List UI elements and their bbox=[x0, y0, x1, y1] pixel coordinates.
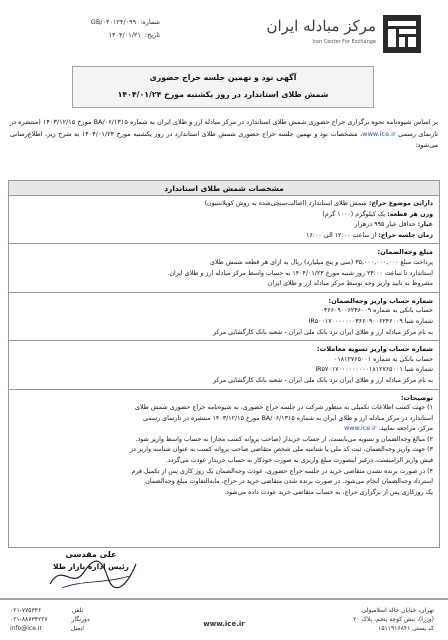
weight-value: یک کیلوگرم (۱۰۰۰ گرم) bbox=[322, 210, 386, 218]
settlement-account-section bbox=[9, 341, 439, 389]
letterhead bbox=[0, 0, 448, 62]
note-line: ۱) جهت کسب اطلاعات تکمیلی به منظور شرکت در جلسه حراج حضوری، به شیوه‌نامه حراج حضوری شمش طلای bbox=[135, 404, 433, 412]
letter-number-value: GB/۰۴۰۱۲۴/۰۹۹ bbox=[90, 18, 137, 26]
auction-time-label: زمان جلسه حراج: bbox=[378, 231, 433, 239]
address-line: تهران، خیابان خالد اسلامبولی bbox=[361, 607, 434, 614]
asset-value: شمش طلای استاندارد (اصالت‌سنجی‌شده به روش کوپلاسیون) bbox=[204, 200, 367, 207]
guarantee-account-section bbox=[9, 293, 439, 341]
notes-title: توضیحات: bbox=[400, 393, 433, 402]
announcement-title: آگهی نود و نهمین جلسه حراج حضوری bbox=[149, 73, 297, 82]
basic-specs-section bbox=[9, 196, 439, 244]
auction-time-row bbox=[15, 231, 433, 242]
note-line: استرداد وجه‌الضمان انجام می‌شود. در صورت برنده شدن متقاضی خرید در حراج، ما‌به‌التفاوت مبلغ وجه‌الضمان bbox=[145, 478, 433, 486]
auction-time-value: از ساعت ۱۲:۰۰ الی ۱۶:۰۰ bbox=[306, 231, 377, 239]
guarantee-line: استاندارد تا ساعت ۲۴:۰۰ روز شنبه مورخ ۱۴۰۴/۰۱/۲۳ به حساب واسط مرکز مبادله ارز و طلای ایران. bbox=[167, 269, 433, 277]
letter-number-row bbox=[10, 18, 160, 31]
intro-text-2: ، مشخصات نود و نهمین جلسه حراج حضوری شمش طلای استاندارد در روز یکشنبه مورخ ۱۴۰۴/۰۱/۲۴ به شرح زیر، اطلاع‌رسانی می‌شود: bbox=[10, 129, 438, 149]
handwritten-signature-icon bbox=[42, 554, 142, 594]
letter-date-row bbox=[10, 31, 160, 44]
logo-title: مرکز مبادله ایران bbox=[266, 17, 376, 35]
letter-date-label: تاریخ: bbox=[144, 31, 160, 39]
letter-number-label: شماره: bbox=[140, 18, 160, 26]
guarantee-account-line: به نام مرکز مبادله ارز و طلای ایران نزد بانک ملی ایران - شعبه بانک کارگشایی مرکز bbox=[212, 328, 433, 336]
notes-website-link[interactable]: www.ice.ir bbox=[344, 425, 377, 433]
announcement-subtitle: شمش طلای استاندارد در روز یکشنبه مورخ ۱۴۰۴/۰۱/۲۴ bbox=[117, 90, 329, 99]
note-line: فیش واریز الزامیست، درغیر اینصورت مبلغ واریزی به صورت خودکار به حساب خریدار عودت می‌گردد. bbox=[165, 457, 433, 465]
guarantee-line: مشروط به تایید واریز وجه توسط مرکز مبادله ارز و طلای ایران bbox=[267, 280, 433, 288]
ice-logo-icon bbox=[382, 14, 422, 54]
intro-text-1: بر اساس شیوه‌نامه نحوه برگزاری حراج حضوری شمش طلای استاندارد در مرکز مبادله ارز و طلای ایران به شماره ۰۶/۱۳۱۵/BA مورخ ۱۴۰۳/۱۲/۱۵ (منتشره در تارنمای رسمی bbox=[10, 118, 439, 138]
note-line: ۳) جهت واریز وجه‌الضمان، ثبت کد ملی یا شناسه ملی شخص متقاضی صاحب پروانه کسب به عنوان شناسه واریز در bbox=[130, 446, 433, 454]
guarantee-line: پرداخت مبلغ ۳۵,۰۰۰,۰۰۰,۰۰۰ (سی و پنج میلیارد) ریال به ازای هر قطعه شمش طلای bbox=[210, 258, 433, 266]
settlement-account-line: به نام مرکز مبادله ارز و طلای ایران نزد بانک ملی ایران - شعبه بانک کارگشایی مرکز bbox=[212, 376, 433, 384]
contact-row-fax bbox=[10, 615, 160, 624]
guarantee-account-line: حساب بانکی به شماره ۰۳۶۶۰۹۰۰۶۲۴۶۰۰۹ bbox=[320, 307, 433, 315]
signature-block bbox=[36, 548, 146, 600]
contact-key: تلفن bbox=[71, 607, 84, 614]
settlement-account-title: شماره حساب واریز تسویه معاملات: bbox=[317, 345, 433, 354]
intro-website-link[interactable]: www.ice.ir bbox=[362, 129, 396, 138]
signatory-name: علی مقدسی bbox=[65, 550, 117, 559]
announcement-title-box bbox=[72, 66, 374, 108]
guarantee-section bbox=[9, 244, 439, 292]
contact-value[interactable]: info@ice.ir bbox=[10, 625, 42, 632]
letter-date-value: ۱۴۰۴/۰۱/۲۱ bbox=[108, 31, 141, 39]
logo-subtitle: Iran Center For Exchange bbox=[312, 39, 376, 45]
note-line: یک روزکاری پس از برگزاری حراج، به حساب متقاضی خرید عودت داده می‌شود. bbox=[224, 488, 433, 496]
settlement-account-line: شماره شبا IR۵۷۰۱۷۰۰۰۰۰۰۰۰۰۱۸۱۲۷۶۵۰۰۱ bbox=[315, 366, 433, 374]
organization-logo bbox=[266, 14, 422, 54]
guarantee-account-line: شماره شبا IR۵۰۰۱۷۰۰۰۰۰۰۰۳۶۶۰۹۰۰۶۲۴۶۰۰۹ bbox=[308, 317, 433, 325]
purity-label: عیار: bbox=[417, 221, 433, 229]
note-line: ۲) مبالغ وجه‌الضمان و تسویه می‌بایست، از حساب خریدار (صاحب پروانه کسب مجاز) به حساب واسط واریز شود. bbox=[135, 435, 433, 443]
contact-row-phone bbox=[10, 606, 160, 615]
contact-value: ۰۲۱-۷۷۵۳۳۶ bbox=[10, 607, 42, 614]
notes-section bbox=[9, 390, 439, 501]
footer-contact bbox=[10, 606, 160, 633]
contact-key: ایمیل bbox=[70, 625, 84, 632]
asset-row bbox=[15, 199, 433, 210]
letter-meta bbox=[10, 18, 160, 44]
letter-footer bbox=[0, 598, 448, 640]
note-text: مرکز، مراجعه نمایید. bbox=[378, 425, 433, 433]
settlement-account-line: حساب بانکی به شماره ۰۱۸۱۲۷۶۵۰۰۱ bbox=[333, 355, 433, 363]
asset-label: دارایی موضوع حراج: bbox=[368, 200, 433, 207]
note-line: ۴) در صورت برنده نشدن متقاضی خرید در جلسه حراج حضوری، عودت وجه‌الضمان یک روز کاری پس از تکمیل فرم bbox=[131, 467, 433, 475]
guarantee-title: مبلغ وجه‌الضمان: bbox=[377, 248, 433, 257]
signatory-role: رئیس اداره بازار طلا bbox=[53, 562, 129, 571]
weight-label: وزن هر قطعه: bbox=[387, 210, 433, 218]
gold-bar-specifications bbox=[8, 180, 440, 548]
contact-row-email bbox=[10, 624, 160, 633]
address-line: کد پستی ۱۵۱۱۹۱۶۸۴۱ bbox=[378, 625, 434, 632]
purity-value: حداقل عیار ۹۹۵ درهزار bbox=[354, 221, 416, 229]
contact-key: دورنگار bbox=[71, 616, 90, 623]
contact-value: ۰۲۱-۸۸۷۳۴۲۲۷ bbox=[10, 616, 48, 623]
footer-website-link[interactable]: www.ice.ir bbox=[203, 620, 245, 628]
address-line: (وزرا)، نبش کوچه پنجم، پلاک ۲۰ bbox=[353, 616, 434, 623]
note-line bbox=[15, 424, 433, 435]
specifications-heading: مشخصات شمش طلای استاندارد bbox=[9, 181, 439, 196]
purity-row bbox=[15, 220, 433, 231]
note-line: استاندارد در مرکز مبادله ارز و طلای ایران به شماره ۰۶/۱۳۱۵/BA مورخ ۱۴۰۳/۱۲/۱۵ منتشره در تارنمای رسمی bbox=[142, 414, 433, 422]
intro-paragraph bbox=[10, 117, 438, 152]
guarantee-account-title: شماره حساب واریز وجه‌الضمان: bbox=[328, 296, 433, 305]
weight-row bbox=[15, 210, 433, 221]
footer-address bbox=[304, 606, 434, 633]
